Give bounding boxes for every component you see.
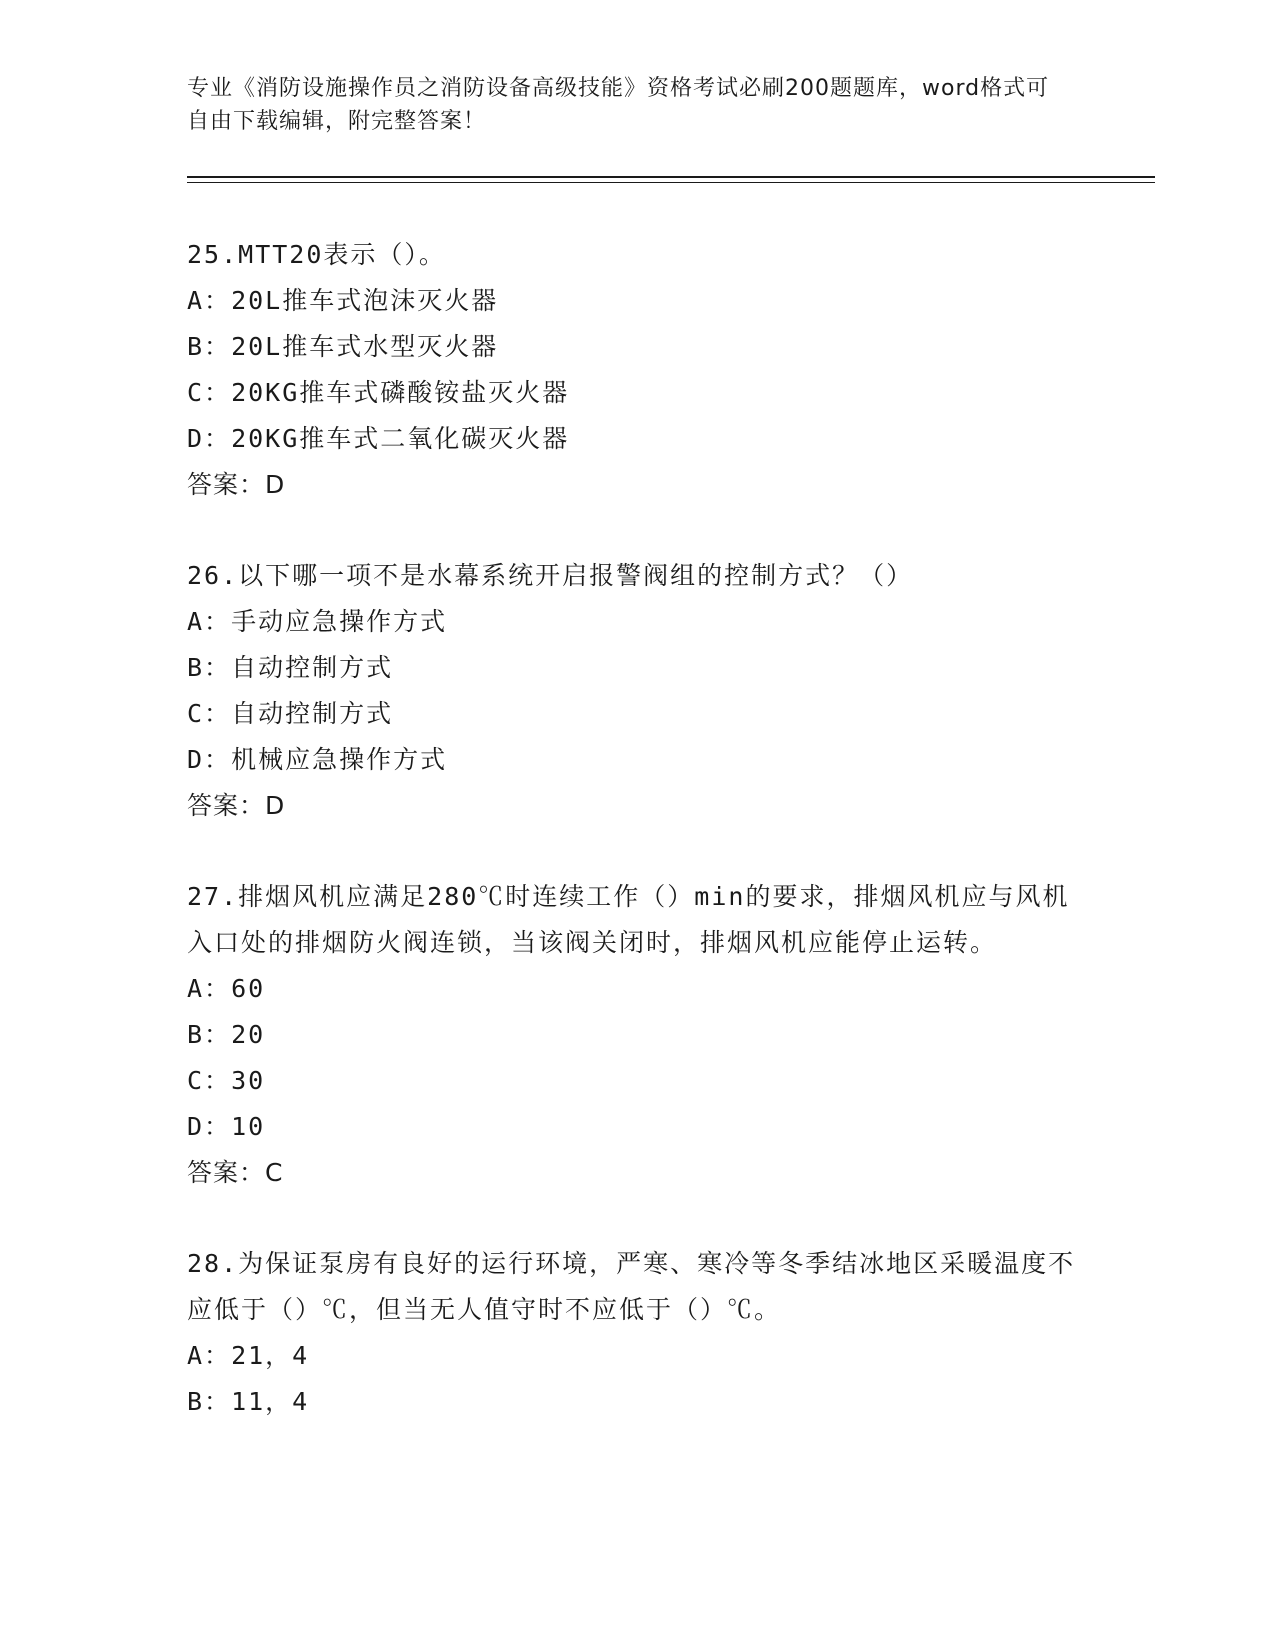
question-number: 26. — [187, 561, 239, 590]
option-label: D： — [187, 424, 232, 453]
option-a — [187, 966, 1087, 1012]
option-text: 60 — [231, 974, 266, 1003]
option-text: 20 — [231, 1020, 266, 1049]
option-text: 10 — [231, 1112, 266, 1141]
question-number: 25. — [187, 240, 239, 269]
option-d — [187, 1104, 1087, 1150]
answer: 答案：D — [187, 470, 286, 499]
option-label: D： — [187, 745, 232, 774]
option-c — [187, 370, 1087, 416]
option-text: 11，4 — [231, 1387, 310, 1416]
question-text — [187, 874, 1087, 966]
option-a — [187, 599, 1087, 645]
option-d — [187, 416, 1087, 462]
option-c — [187, 1058, 1087, 1104]
option-b — [187, 1012, 1087, 1058]
header-text: 专业《消防设施操作员之消防设备高级技能》资格考试必刷200题题库，word格式可自由下载编辑，附完整答案！ — [187, 76, 1050, 134]
option-label: D： — [187, 1112, 232, 1141]
option-label: A： — [187, 286, 232, 315]
document-header — [187, 72, 1067, 138]
option-c — [187, 691, 1087, 737]
option-label: A： — [187, 974, 232, 1003]
option-text: 自动控制方式 — [231, 653, 394, 682]
answer: 答案：C — [187, 1158, 284, 1187]
option-text: 20KG推车式磷酸铵盐灭火器 — [231, 378, 570, 407]
option-label: C： — [187, 378, 232, 407]
question-body: 为保证泵房有良好的运行环境，严寒、寒冷等冬季结冰地区采暖温度不应低于（）℃，但当无人值守时不应低于（）℃。 — [187, 1249, 1076, 1324]
option-text: 30 — [231, 1066, 266, 1095]
question-number: 27. — [187, 882, 239, 911]
option-text: 手动应急操作方式 — [231, 607, 448, 636]
option-label: A： — [187, 607, 232, 636]
option-text: 20L推车式泡沫灭火器 — [231, 286, 499, 315]
option-b — [187, 645, 1087, 691]
question-number: 28. — [187, 1249, 239, 1278]
option-text: 20KG推车式二氧化碳灭火器 — [231, 424, 570, 453]
option-b — [187, 324, 1087, 370]
option-text: 机械应急操作方式 — [231, 745, 448, 774]
question-text — [187, 232, 1087, 278]
header-divider-thick — [187, 176, 1155, 178]
question-body: MTT20表示（）。 — [238, 240, 446, 269]
question-27 — [187, 874, 1087, 1196]
question-25 — [187, 232, 1087, 508]
question-26 — [187, 553, 1087, 829]
option-text: 自动控制方式 — [231, 699, 394, 728]
option-b — [187, 1379, 1087, 1425]
option-d — [187, 737, 1087, 783]
option-text: 21，4 — [231, 1341, 310, 1370]
question-body: 排烟风机应满足280℃时连续工作（）min的要求，排烟风机应与风机入口处的排烟防火阀连锁，当该阀关闭时，排烟风机应能停止运转。 — [187, 882, 1070, 957]
option-a — [187, 1333, 1087, 1379]
option-label: C： — [187, 699, 232, 728]
question-list — [187, 232, 1087, 1470]
question-text — [187, 553, 1087, 599]
option-label: C： — [187, 1066, 232, 1095]
question-text — [187, 1241, 1087, 1333]
option-label: B： — [187, 332, 232, 361]
option-label: B： — [187, 1387, 232, 1416]
header-divider-thin — [187, 182, 1155, 183]
option-label: A： — [187, 1341, 232, 1370]
option-label: B： — [187, 653, 232, 682]
answer: 答案：D — [187, 791, 286, 820]
option-label: B： — [187, 1020, 232, 1049]
option-text: 20L推车式水型灭火器 — [231, 332, 499, 361]
question-body: 以下哪一项不是水幕系统开启报警阀组的控制方式？（） — [238, 561, 914, 590]
question-28 — [187, 1241, 1087, 1425]
option-a — [187, 278, 1087, 324]
